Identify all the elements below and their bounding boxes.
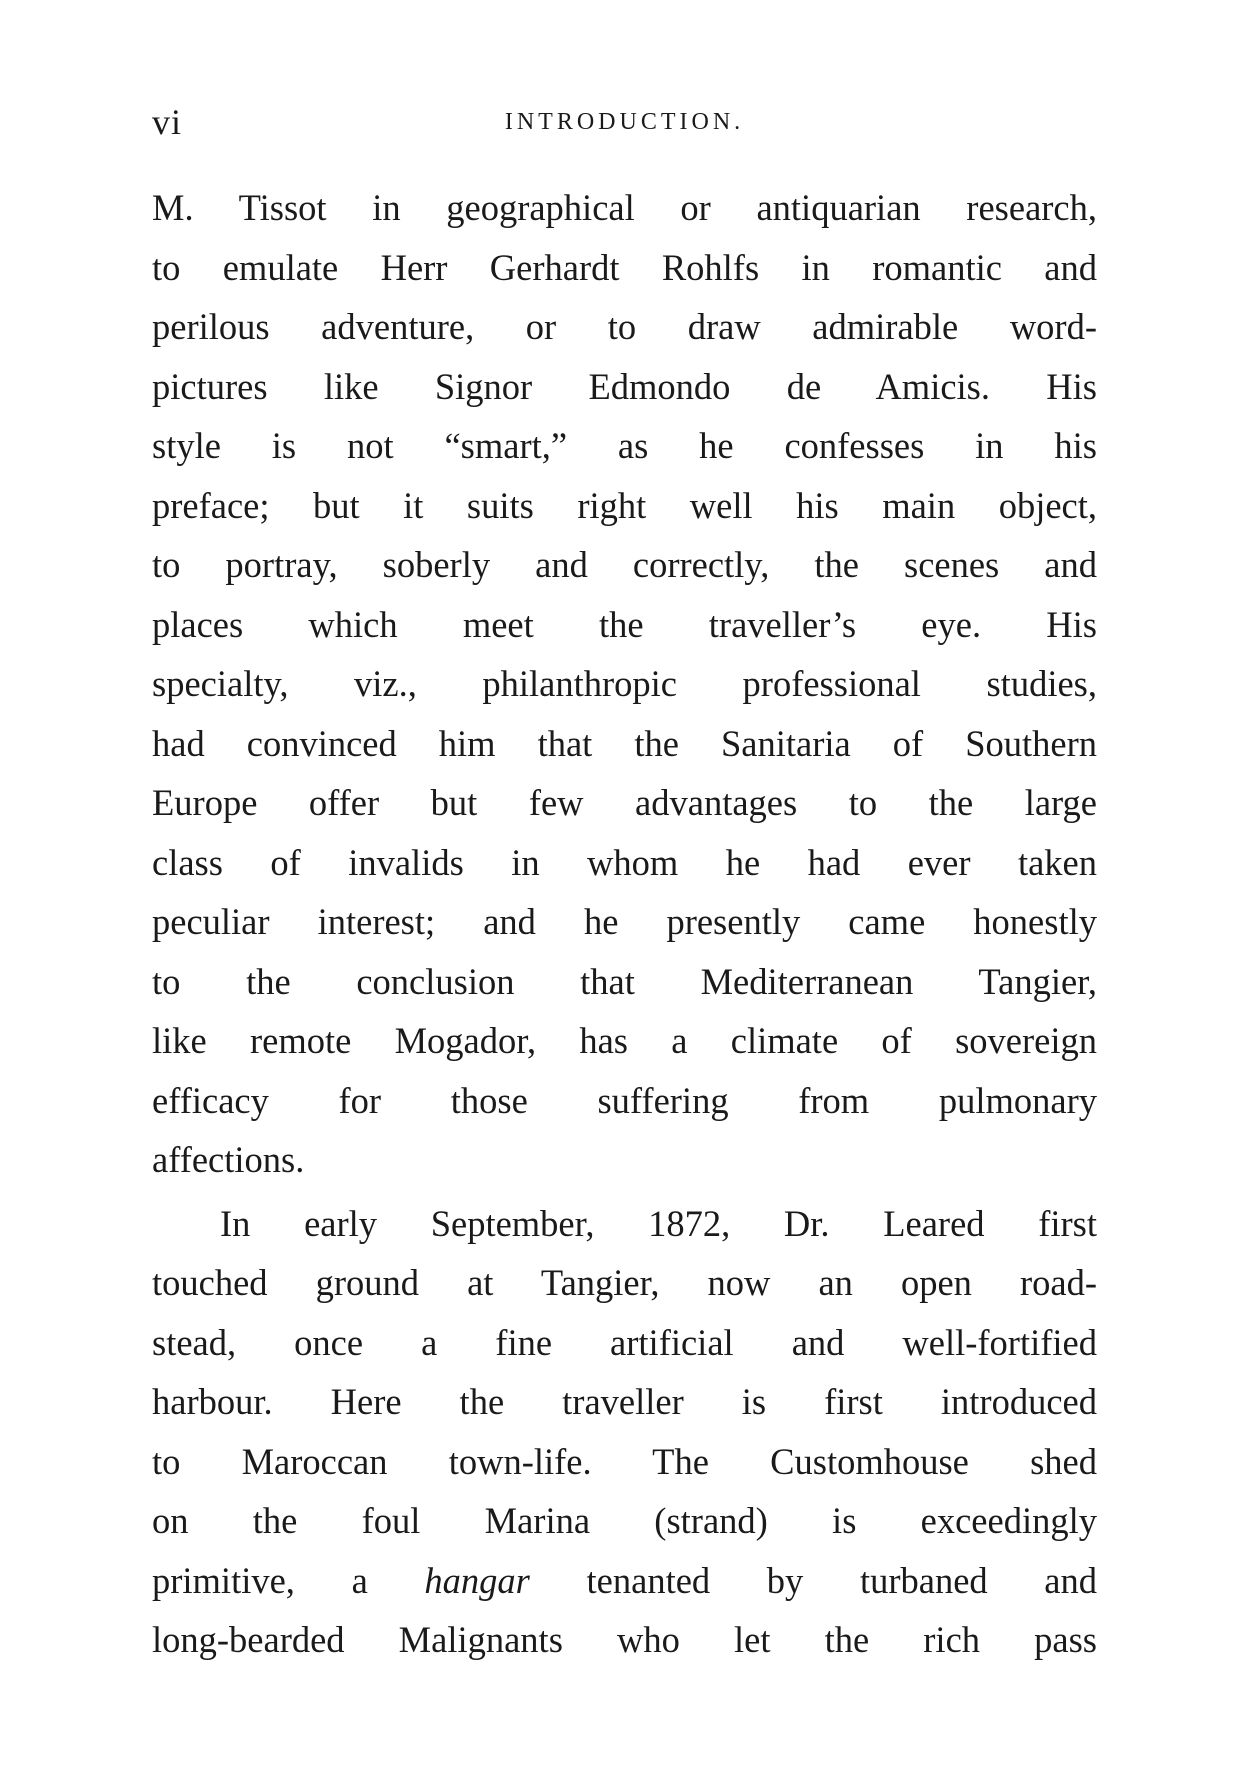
text-line: had convinced him that the Sanitaria of Southern [152,722,1097,764]
text-line: class of invalids in whom he had ever taken [152,841,1097,883]
text-line: on the foul Marina (strand) is exceedingly [152,1500,1097,1541]
text-line: peculiar interest; and he presently came honestly [152,901,1097,942]
text-line: style is not “smart,” as he confesses in his [152,425,1097,466]
text-line: harbour. Here the traveller is first introduced [152,1381,1097,1422]
running-head-title: INTRODUCTION. [504,109,745,135]
text-line: perilous adventure, or to draw admirable word- [152,306,1097,347]
text-line: preface; but it suits right well his main object, [152,484,1097,526]
text-line-with-italic [152,1551,1097,1611]
paragraph-1 [152,178,1097,1190]
text-line: to the conclusion that Mediterranean Tangier, [152,960,1097,1002]
text-line: places which meet the traveller’s eye. His [152,603,1097,645]
text-line: like remote Mogador, has a climate of sovereign [152,1020,1097,1061]
text-line: to portray, soberly and correctly, the scenes and [152,544,1097,585]
text-line: long-bearded Malignants who let the rich pass [152,1619,1097,1660]
text-line: In early September, 1872, Dr. Leared first [220,1202,1097,1244]
page-number: vi [152,102,183,142]
italic-word: hangar [424,1559,530,1601]
body-text [152,178,1097,1670]
text-line: pictures like Signor Edmondo de Amicis. His [152,365,1097,407]
text-line: touched ground at Tangier, now an open road- [152,1262,1097,1303]
text-line: to emulate Herr Gerhardt Rohlfs in romantic and [152,246,1097,288]
text-line: specialty, viz., philanthropic professional studies, [152,663,1097,704]
text-line: to Maroccan town-life. The Customhouse shed [152,1440,1097,1482]
paragraph-2 [152,1194,1097,1670]
text-line: efficacy for those suffering from pulmonary [152,1079,1097,1121]
text-segment: tenanted by turbaned and [529,1559,1097,1601]
text-line: affections. [152,1139,305,1180]
text-line: M. Tissot in geographical or antiquarian research, [152,187,1097,228]
running-head [152,100,1097,144]
text-line: stead, once a fine artificial and well-fortified [152,1321,1097,1363]
text-segment: primitive, a [152,1559,425,1601]
text-line: Europe offer but few advantages to the large [152,782,1097,823]
